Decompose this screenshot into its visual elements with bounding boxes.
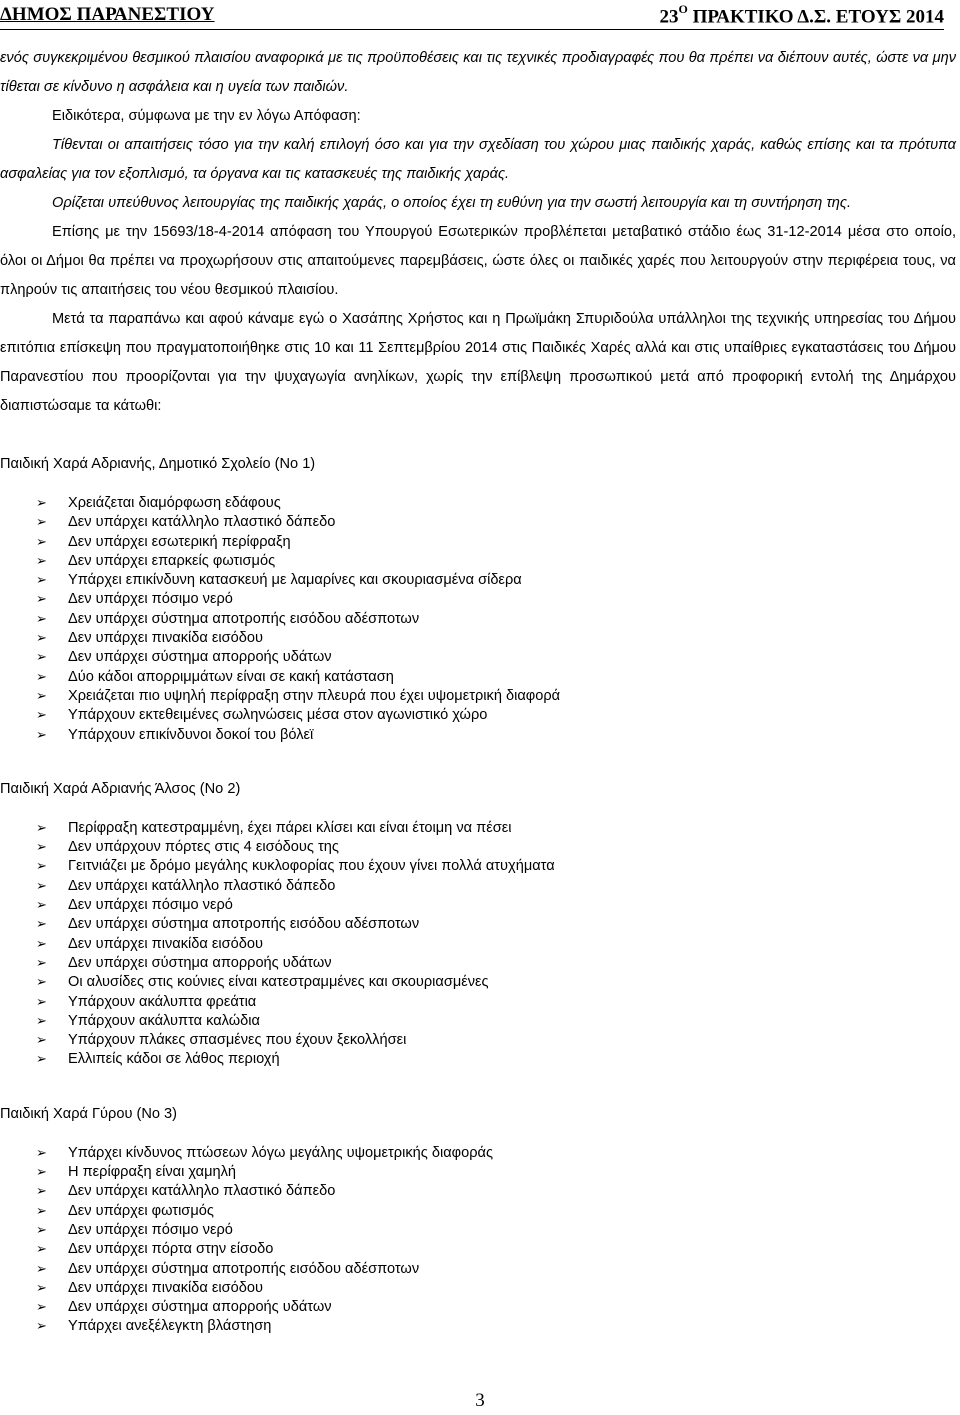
arrow-bullet-icon: ➢ [36,1052,47,1068]
arrow-bullet-icon: ➢ [36,688,47,704]
list-item: ➢ Χρειάζεται πιο υψηλή περίφραξη στην πλευρά που έχει υψομετρική διαφορά [0,687,956,706]
list-item: ➢ Οι αλυσίδες στις κούνιες είναι κατεστραμμένες και σκουριασμένες [0,973,956,992]
arrow-bullet-icon: ➢ [36,1280,47,1296]
list-item: ➢ Υπάρχει ανεξέλεγκτη βλάστηση [0,1317,956,1336]
list-item: ➢ Δεν υπάρχει σύστημα απορροής υδάτων [0,648,956,667]
list-item: ➢ Η περίφραξη είναι χαμηλή [0,1163,956,1182]
list-item: ➢ Δεν υπάρχει σύστημα απορροής υδάτων [0,954,956,973]
paragraph-decision-intro: Ειδικότερα, σύμφωνα με την εν λόγω Απόφαση: [52,108,361,124]
list-item: ➢ Υπάρχουν ακάλυπτα φρεάτια [0,993,956,1012]
list-item: ➢ Υπάρχουν ακάλυπτα καλώδια [0,1012,956,1031]
arrow-bullet-icon: ➢ [36,878,47,894]
arrow-bullet-icon: ➢ [36,1300,47,1316]
arrow-bullet-icon: ➢ [36,1242,47,1258]
arrow-bullet-icon: ➢ [36,727,47,743]
list-item: ➢ Ελλιπείς κάδοι σε λάθος περιοχή [0,1050,956,1069]
list-item: ➢ Δεν υπάρχει σύστημα αποτροπής εισόδου αδέσποτων [0,915,956,934]
list-item: ➢ Δεν υπάρχει σύστημα αποτροπής εισόδου αδέσποτων [0,610,956,629]
page-number: 3 [475,1390,485,1411]
arrow-bullet-icon: ➢ [36,496,47,511]
list-item: ➢ Υπάρχουν επικίνδυνοι δοκοί του βόλεϊ [0,726,956,745]
arrow-bullet-icon: ➢ [36,669,47,685]
list-item: ➢ Δεν υπάρχει κατάλληλο πλαστικό δάπεδο [0,877,956,896]
municipality-title: ΔΗΜΟΣ ΠΑΡΑΝΕΣΤΙΟΥ [0,4,215,25]
paragraph-transition: Επίσης με την 15693/18-4-2014 απόφαση του Υπουργού Εσωτερικών προβλέπεται μεταβατικό στάδιο έως 31-12-2014 μέσα στο οποίο, όλοι οι Δήμοι θα πρέπει να προχωρήσουν στις απαιτούμενες παρεμβάσεις, ώστε όλες οι παιδικές χαρές που λειτουργούν στην περιφέρεια τους, να πληρούν τις απαιτήσεις του νέου θεσμικού πλαισίου. [0,224,956,298]
arrow-bullet-icon: ➢ [36,1033,47,1049]
list-item: ➢ Δεν υπάρχει κατάλληλο πλαστικό δάπεδο [0,1182,956,1201]
arrow-bullet-icon: ➢ [36,553,47,569]
minutes-text: ΠΡΑΚΤΙΚΟ Δ.Σ. ΕΤΟΥΣ 2014 [687,6,944,28]
list-item: ➢ Δεν υπάρχει πόσιμο νερό [0,590,956,609]
arrow-bullet-icon: ➢ [36,955,47,971]
list-item: ➢ Υπάρχουν εκτεθειμένες σωληνώσεις μέσα στον αγωνιστικό χώρο [0,706,956,725]
section-heading-playground-2: Παιδική Χαρά Αδριανής Άλσος (Νο 2) [0,780,241,797]
list-item: ➢ Δεν υπάρχει εσωτερική περίφραξη [0,533,956,552]
list-item: ➢ Υπάρχει κίνδυνος πτώσεων λόγω μεγάλης υψομετρικής διαφοράς [0,1144,956,1163]
arrow-bullet-icon: ➢ [36,534,47,550]
arrow-bullet-icon: ➢ [36,1165,47,1181]
arrow-bullet-icon: ➢ [36,936,47,952]
minutes-number: 23 [659,6,679,28]
list-item: ➢ Δεν υπάρχουν πόρτες στις 4 εισόδους της [0,838,956,857]
page-header [0,0,960,30]
arrow-bullet-icon: ➢ [36,573,47,589]
list-item: ➢ Χρειάζεται διαμόρφωση εδάφους [0,494,956,513]
list-item: ➢ Δύο κάδοι απορριμμάτων είναι σε κακή κατάσταση [0,668,956,687]
arrow-bullet-icon: ➢ [36,515,47,531]
arrow-bullet-icon: ➢ [36,1145,47,1161]
arrow-bullet-icon: ➢ [36,1184,47,1200]
list-item: ➢ Δεν υπάρχει πινακίδα εισόδου [0,629,956,648]
paragraph-inspection: Μετά τα παραπάνω και αφού κάναμε εγώ ο Χασάπης Χρήστος και η Πρωϊμάκη Σπυριδούλα υπάλληλοι της τεχνικής υπηρεσίας του Δήμου επιτόπια επίσκεψη που πραγματοποιήθηκε στις 10 και 11 Σεπτεμβρίου 2014 στις Παιδικές Χαρές αλλά και στις υπαίθριες εγκαταστάσεις του Δήμου Παρανεστίου που προορίζονται για την ψυχαγωγία ανηλίκων, χωρίς την επίβλεψη προσωπικού μετά από προφορική εντολή της Δημάρχου διαπιστώσαμε τα κάτωθι: [0,311,956,414]
header-divider [0,29,944,30]
arrow-bullet-icon: ➢ [36,994,47,1010]
list-item: ➢ Υπάρχουν πλάκες σπασμένες που έχουν ξεκολλήσει [0,1031,956,1050]
list-item: ➢ Περίφραξη κατεστραμμένη, έχει πάρει κλίσει και είναι έτοιμη να πέσει [0,819,956,838]
arrow-bullet-icon: ➢ [36,840,47,856]
list-item: ➢ Υπάρχει επικίνδυνη κατασκευή με λαμαρίνες και σκουριασμένα σίδερα [0,571,956,590]
arrow-bullet-icon: ➢ [36,917,47,933]
arrow-bullet-icon: ➢ [36,898,47,914]
list-item: ➢ Δεν υπάρχει πόσιμο νερό [0,896,956,915]
arrow-bullet-icon: ➢ [36,1013,47,1029]
arrow-bullet-icon: ➢ [36,1319,47,1335]
list-item: ➢ Δεν υπάρχει σύστημα απορροής υδάτων [0,1298,956,1317]
section-heading-playground-3: Παιδική Χαρά Γύρου (Νο 3) [0,1105,178,1122]
list-item: ➢ Γειτνιάζει με δρόμο μεγάλης κυκλοφορίας που έχουν γίνει πολλά ατυχήματα [0,857,956,876]
minutes-label [660,4,944,28]
findings-list-playground-2 [0,819,956,1070]
arrow-bullet-icon: ➢ [36,708,47,724]
findings-list-playground-3 [0,1144,956,1337]
arrow-bullet-icon: ➢ [36,650,47,666]
list-item: ➢ Δεν υπάρχει σύστημα αποτροπής εισόδου αδέσποτων [0,1260,956,1279]
list-item: ➢ Δεν υπάρχει πινακίδα εισόδου [0,1279,956,1298]
arrow-bullet-icon: ➢ [36,631,47,647]
arrow-bullet-icon: ➢ [36,1203,47,1219]
arrow-bullet-icon: ➢ [36,1261,47,1277]
list-item: ➢ Δεν υπάρχει κατάλληλο πλαστικό δάπεδο [0,513,956,532]
section-heading-playground-1: Παιδική Χαρά Αδριανής, Δημοτικό Σχολείο (Νο 1) [0,456,316,472]
document-body [0,44,956,1337]
list-item: ➢ Δεν υπάρχει πινακίδα εισόδου [0,935,956,954]
arrow-bullet-icon: ➢ [36,975,47,991]
paragraph-requirements: Τίθενται οι απαιτήσεις τόσο για την καλή επιλογή όσο και για την σχεδίαση του χώρου μιας παιδικής χαράς, καθώς επίσης και τα πρότυπα ασφαλείας για τον εξοπλισμό, τα όργανα και τις κατασκευές της παιδικής χαράς. [0,137,956,182]
arrow-bullet-icon: ➢ [36,592,47,608]
arrow-bullet-icon: ➢ [36,820,47,836]
findings-list-playground-1 [0,494,956,745]
arrow-bullet-icon: ➢ [36,611,47,627]
list-item: ➢ Δεν υπάρχει φωτισμός [0,1202,956,1221]
list-item: ➢ Δεν υπάρχει πόσιμο νερό [0,1221,956,1240]
arrow-bullet-icon: ➢ [36,859,47,875]
list-item: ➢ Δεν υπάρχει πόρτα στην είσοδο [0,1240,956,1259]
paragraph-responsible: Ορίζεται υπεύθυνος λειτουργίας της παιδικής χαράς, ο οποίος έχει τη ευθύνη για την σωστή λειτουργία και τη συντήρηση της. [52,195,852,211]
list-item: ➢ Δεν υπάρχει επαρκείς φωτισμός [0,552,956,571]
minutes-ordinal: Ο [678,2,688,16]
arrow-bullet-icon: ➢ [36,1222,47,1238]
paragraph-framework: ενός συγκεκριμένου θεσμικού πλαισίου αναφορικά με τις προϋποθέσεις και τις τεχνικές προδιαγραφές που θα πρέπει να διέπουν αυτές, ώστε να μην τίθεται σε κίνδυνο η ασφάλεια και η υγεία των παιδιών. [0,50,956,95]
